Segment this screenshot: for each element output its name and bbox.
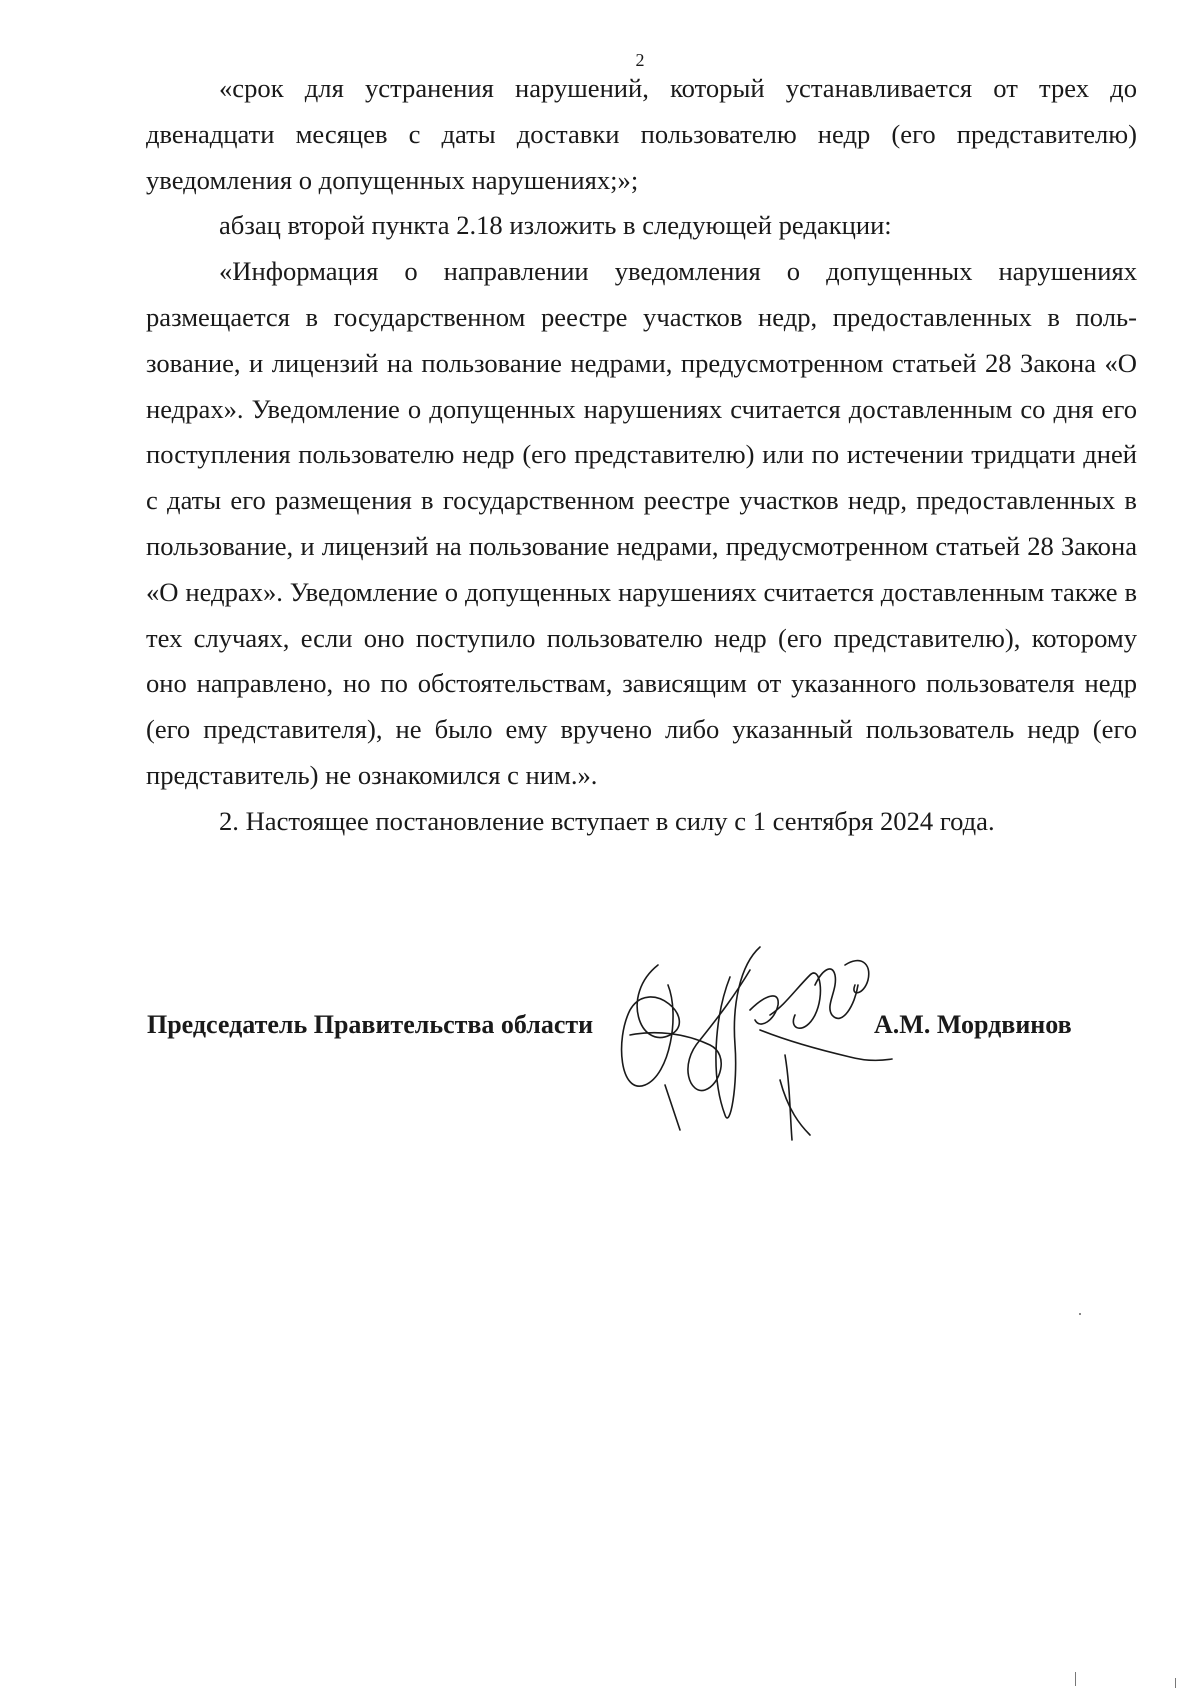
paragraph-amendment-instruction: абзац второй пункта 2.18 изложить в следующей редакции:: [219, 210, 892, 241]
scan-edge-mark: [1175, 1678, 1176, 1688]
page-number: 2: [635, 50, 645, 70]
paragraph-notification-info: «Информация о направлении уведомления о допущенных нарушениях размещается в государственном реестре участков недр, предоставленных в пользование, и лицензий на пользование недрами, предусмотренном статьей 28 Закона «О недрах». Уведомление о допущенных нарушениях считается доставленным со дня его поступления пользователю недр (его представителю) или по истечении тридцати дней с даты его размещения в государственном реестре участков недр, предоставленных в пользование, и лицензий на пользование недрами, предусмотренном статьей 28 Закона «О недрах». Уведомление о допущенных нарушениях считается доставленным также в тех случаях, если оно поступило пользователю недр (его представителю), которому оно направлено, но по обстоятельствам, зависящим от указанного пользователя недр (его представителя), не было ему вручено либо указанный пользователь недр (его представитель) не ознакомился с ним.».: [146, 256, 1137, 790]
document-body: [146, 66, 1137, 845]
scan-edge-mark: [1075, 1672, 1076, 1686]
paragraph-effective-date: 2. Настоящее постановление вступает в силу с 1 сентября 2024 года.: [219, 805, 995, 836]
handwritten-signature: [610, 935, 900, 1145]
paragraph-deadline-quote: «срок для устранения нарушений, который устанавливается от трех до двенадцати месяцев с даты доставки пользователю недр (его представителю) уведомления о допущенных нарушениях;»;: [146, 73, 1137, 195]
signatory-name: А.М. Мордвинов: [874, 1010, 1072, 1039]
signatory-position: Председатель Правительства области: [147, 1010, 594, 1039]
scan-speck: [1079, 1313, 1081, 1315]
